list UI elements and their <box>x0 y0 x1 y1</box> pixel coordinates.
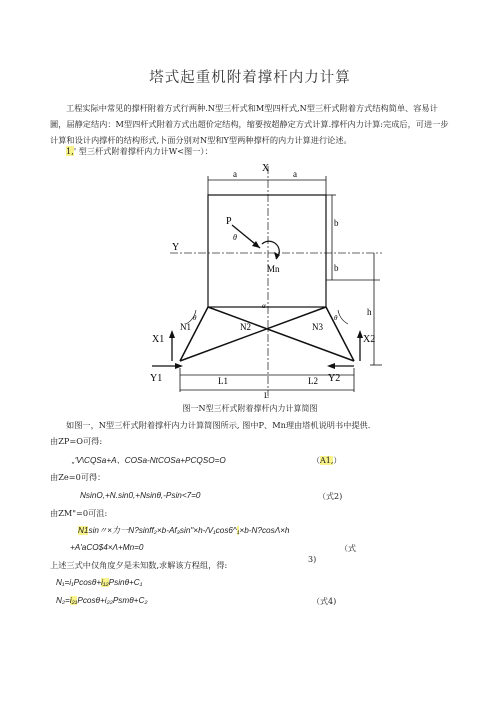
label-l1: L1 <box>218 376 228 386</box>
equation-1: „'V\CQSa+A、COSa-NtCOSa+PCQSO=O <box>72 456 226 465</box>
tag1-open: （ <box>312 456 320 465</box>
label-x2: X2 <box>363 334 376 345</box>
label-b-bottom: b <box>334 263 339 273</box>
equation-2-tag: （式2) <box>318 492 343 501</box>
diagram-svg <box>150 160 390 400</box>
bar-n2-alt <box>208 307 354 361</box>
solution-note: 上述三式中仅角度夕是未知数,求解该方程组，得: <box>50 560 228 570</box>
sol1-highlight: i₁₂ <box>101 578 109 587</box>
label-a-left: a <box>233 169 237 179</box>
bar-n2 <box>180 307 326 361</box>
condition-1: 由ZP=O可得: <box>50 436 103 446</box>
page-title: 塔式起重机附着撑杆内力计算 <box>149 70 351 86</box>
label-y1: Y1 <box>150 373 163 384</box>
label-y: Y <box>172 242 180 253</box>
intro-paragraph: 工程实际中常见的撑杆附着方式行两种.N型三杆式和M型四杆式,N型三杆式附着方式结构简单、容易计圖，届静定结内：M型四杆式附着方式出超价定结构，缩要按超静定方式计算.撑杆内力计算:完成后，可进一步计算和设计内撑杆的结构形式,卜面分别对N型和Y型两种撑杆的内力计算进行论述。 <box>50 103 449 145</box>
eq3-highlight-sub: ₁ <box>236 526 240 535</box>
solution-2 <box>56 596 147 605</box>
eq3-end: ×b-N?cosΛ×h <box>239 526 290 535</box>
sol2-highlight: i₂₁ <box>69 596 78 605</box>
figure-diagram <box>150 160 390 404</box>
section-text: ' 型三杆式附着撑杆内力计W<图一）： <box>73 146 213 156</box>
label-y2: Y2 <box>328 373 341 384</box>
label-theta-n3: θ <box>334 314 338 322</box>
sol2-post: Pcosθ+i₂₂Psmθ+C₂ <box>77 596 148 605</box>
equation-3-continued: +A'aCO$4×Λ+Mn=0 <box>70 543 144 552</box>
label-x1: X1 <box>152 334 165 345</box>
label-a-right: a <box>293 169 297 179</box>
section-number: 1, <box>66 146 74 156</box>
label-b-top: b <box>334 218 339 228</box>
label-n2: N2 <box>240 322 251 332</box>
label-n1: N1 <box>180 322 191 332</box>
label-h: h <box>367 307 372 317</box>
section-heading <box>66 146 213 157</box>
label-x: X <box>262 163 270 174</box>
label-l2: L2 <box>308 376 318 386</box>
sol1-post: Psinθ+C₁ <box>108 578 143 587</box>
reaction-y2-head <box>327 363 335 369</box>
sol1-pre: N₁=i₁Pcosθ+ <box>56 578 102 587</box>
equation-3-tag-b: 3) <box>308 555 317 564</box>
equation-2: NsinO,+N.sin0,+Nsinθ,-Psin<7=0 <box>80 491 201 500</box>
sol2-pre: N₂= <box>56 596 70 605</box>
label-angle-mark: α <box>262 302 266 310</box>
label-n3: N3 <box>312 322 323 332</box>
eq3-middle: sin〃×力一N?sinff₂×b-Af₃sin"×h-/V₁cos6^ <box>88 526 237 535</box>
equation-3-tag-a: （式 <box>340 544 356 553</box>
equation-4-tag: （式4) <box>312 597 337 606</box>
tag1-highlight: A1, <box>320 456 334 465</box>
label-p: P <box>226 216 232 227</box>
tag1-close: ） <box>333 456 342 465</box>
angle-arc-right <box>338 310 348 324</box>
eq3-highlight-n1: N1 <box>78 526 89 535</box>
body-description: 如图一，N型三杆式附着撑杆内力计算简图所示, 图中P、Mn理由塔机说明书中提供. <box>66 420 371 430</box>
condition-2: 由Ze=0可得： <box>50 472 106 482</box>
label-mn: Mn <box>267 264 280 274</box>
tower-frame <box>208 195 326 307</box>
reaction-x1-head <box>169 330 175 338</box>
condition-3: 由ZM"=0可沮: <box>50 508 108 518</box>
label-l: L <box>264 391 269 400</box>
solution-1 <box>56 578 142 587</box>
reaction-y1-head <box>175 363 183 369</box>
figure-caption: 图一N型三杆式附着撑杆内力计算简图 <box>182 404 318 413</box>
equation-1-tag <box>312 455 341 466</box>
label-theta-p: θ <box>233 233 237 242</box>
equation-3 <box>78 525 290 536</box>
label-theta-n1: θ <box>193 314 197 322</box>
